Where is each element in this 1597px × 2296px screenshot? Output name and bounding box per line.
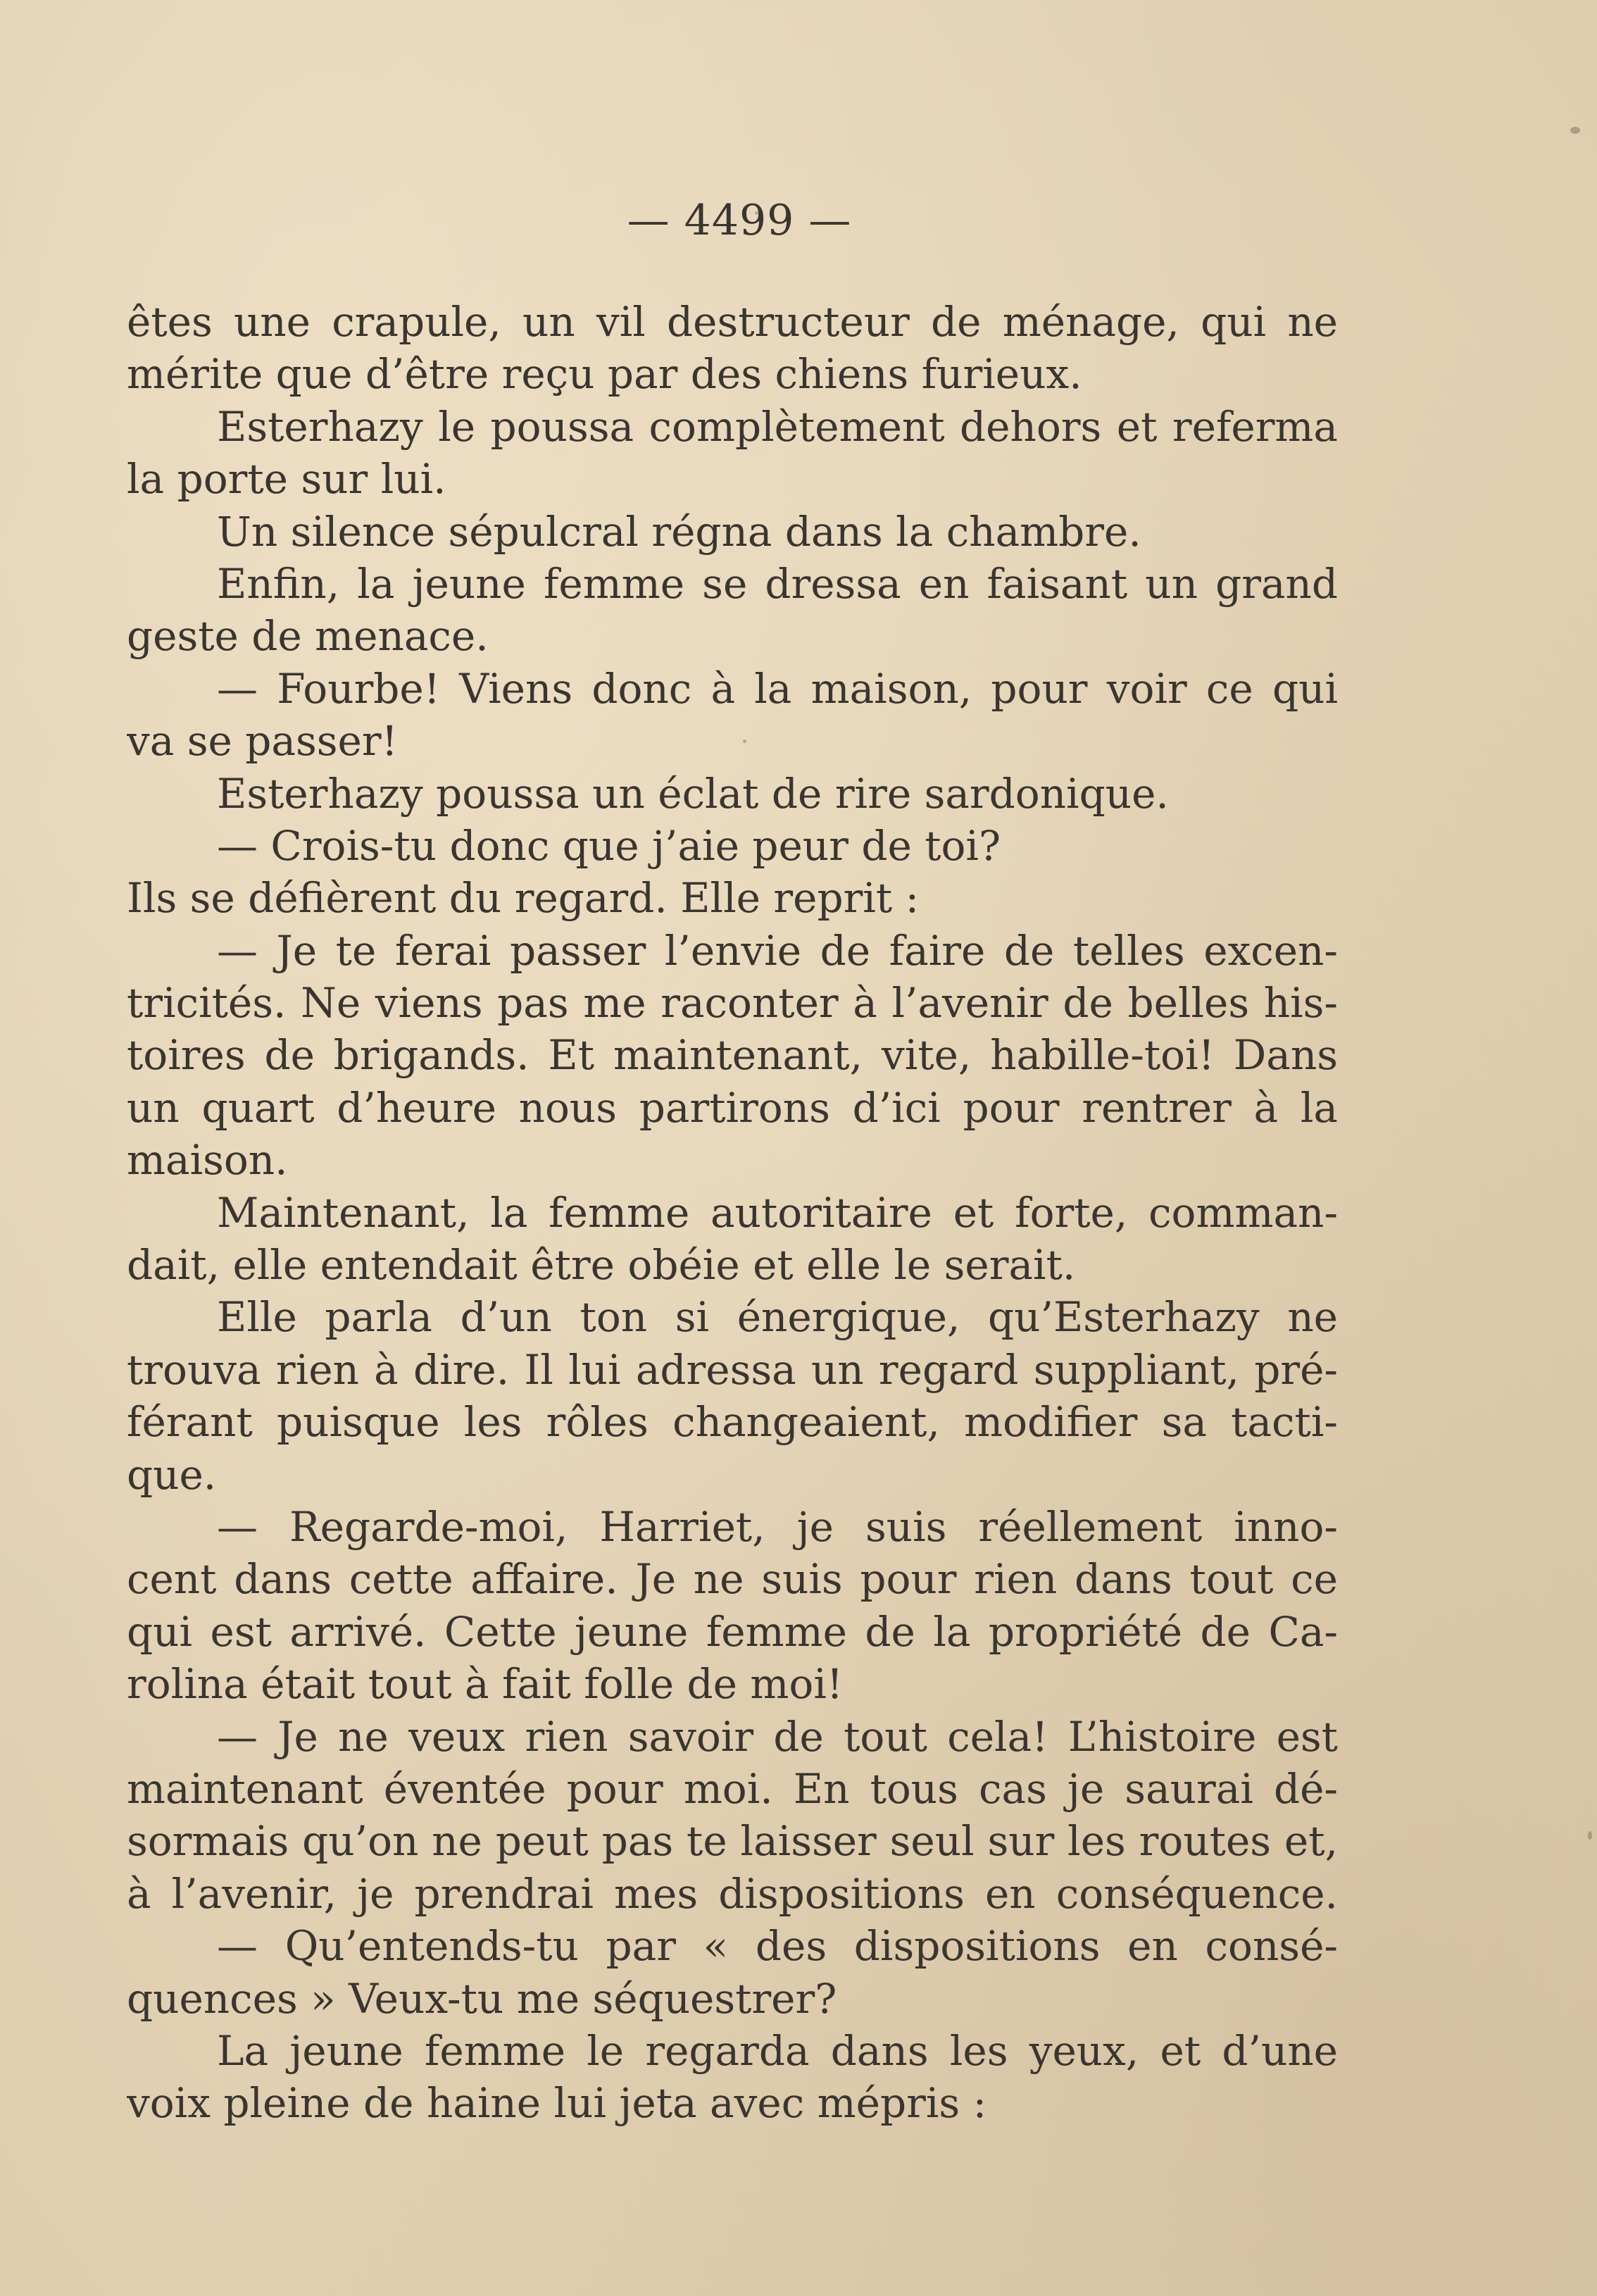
text-line: Enfin, la jeune femme se dressa en faisant un grand xyxy=(217,559,1338,608)
text-line: toires de brigands. Et maintenant, vite, habille-toi! Dans xyxy=(127,1031,1338,1080)
text-line: cent dans cette affaire. Je ne suis pour rien dans tout ce xyxy=(127,1555,1338,1604)
text-line: — Qu’entends-tu par « des dispositions en consé- xyxy=(217,1922,1338,1971)
text-line: tricités. Ne viens pas me raconter à l’avenir de belles his- xyxy=(127,979,1338,1028)
text-line: La jeune femme le regarda dans les yeux, et d’une xyxy=(217,2026,1338,2075)
text-line: quences » Veux-tu me séquestrer? xyxy=(127,1974,837,2023)
paper-speck xyxy=(743,740,746,743)
text-line: Ils se défièrent du regard. Elle reprit : xyxy=(127,874,920,923)
text-line: férant puisque les rôles changeaient, modifier sa tacti- xyxy=(127,1398,1338,1447)
text-line: rolina était tout à fait folle de moi! xyxy=(127,1660,844,1709)
text-line: trouva rien à dire. Il lui adressa un regard suppliant, pré- xyxy=(127,1345,1338,1394)
text-line: va se passer! xyxy=(127,717,398,766)
text-line: Elle parla d’un ton si énergique, qu’Esterhazy ne xyxy=(217,1293,1338,1342)
text-line: — Je te ferai passer l’envie de faire de telles excen- xyxy=(217,926,1338,975)
paper-speck xyxy=(986,1958,989,1961)
text-line: Esterhazy le poussa complètement dehors et referma xyxy=(217,402,1338,451)
text-line: mérite que d’être reçu par des chiens furieux. xyxy=(127,350,1082,399)
text-line: Un silence sépulcral régna dans la chambre. xyxy=(217,507,1141,556)
text-line: un quart d’heure nous partirons d’ici pour rentrer à la xyxy=(127,1083,1338,1132)
body-text xyxy=(127,296,1338,2130)
paper-speck xyxy=(1588,1831,1592,1840)
text-line: qui est arrivé. Cette jeune femme de la propriété de Ca- xyxy=(127,1607,1338,1656)
paper-speck xyxy=(1570,127,1580,134)
text-line: geste de menace. xyxy=(127,612,489,661)
page-number: — 4499 — xyxy=(627,196,852,245)
text-line: êtes une crapule, un vil destructeur de ménage, qui ne xyxy=(127,298,1338,346)
text-line: Esterhazy poussa un éclat de rire sardonique. xyxy=(217,769,1169,818)
text-line: — Fourbe! Viens donc à la maison, pour voir ce qui xyxy=(217,664,1338,713)
text-line: sormais qu’on ne peut pas te laisser seul sur les routes et, xyxy=(127,1817,1338,1866)
text-line: — Je ne veux rien savoir de tout cela! L’histoire est xyxy=(217,1712,1338,1761)
text-line: voix pleine de haine lui jeta avec mépris : xyxy=(127,2079,987,2128)
text-line: que. xyxy=(127,1450,217,1499)
text-line: maintenant éventée pour moi. En tous cas je saurai dé- xyxy=(127,1764,1338,1813)
text-line: maison. xyxy=(127,1136,288,1185)
text-line: — Crois-tu donc que j’aie peur de toi? xyxy=(217,821,1001,870)
text-line: à l’avenir, je prendrai mes dispositions en conséquence. xyxy=(127,1869,1338,1918)
text-line: la porte sur lui. xyxy=(127,455,446,504)
text-line: — Regarde-moi, Harriet, je suis réellement inno- xyxy=(217,1502,1338,1551)
text-line: dait, elle entendait être obéie et elle le serait. xyxy=(127,1241,1076,1290)
paper-speck xyxy=(755,211,758,215)
text-line: Maintenant, la femme autoritaire et forte, comman- xyxy=(217,1188,1338,1237)
